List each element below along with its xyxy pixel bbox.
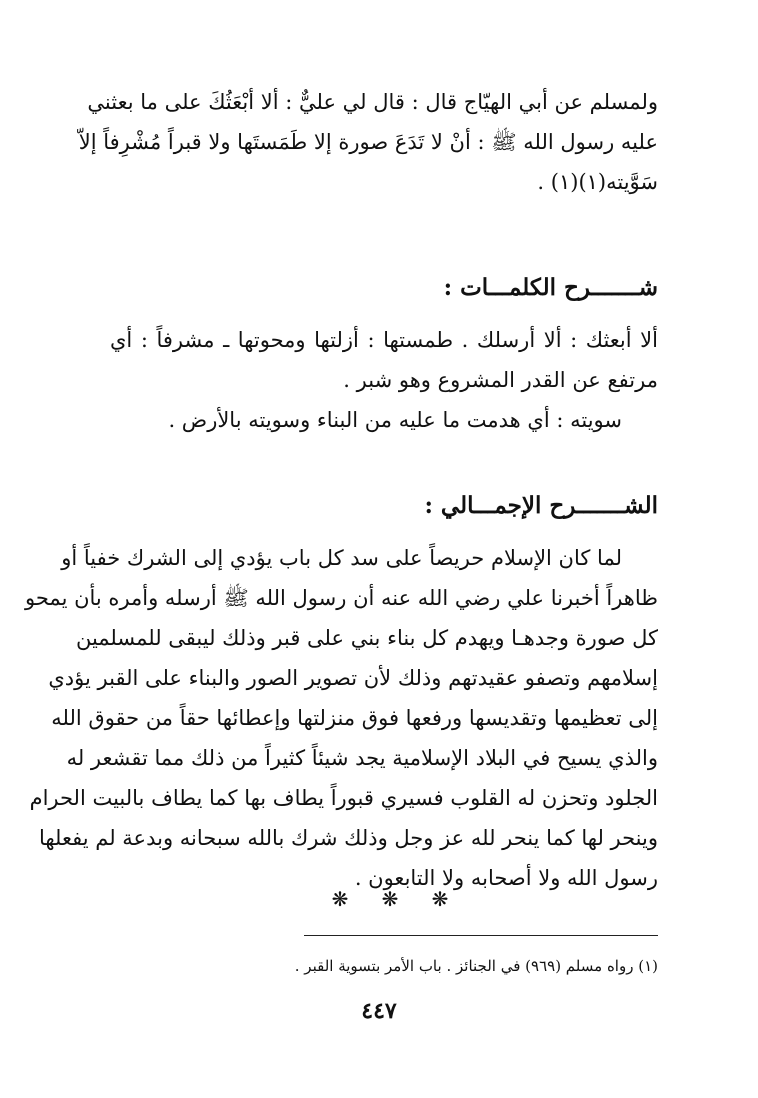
hadith-line-3: سَوَّيته(١)(١) . bbox=[537, 170, 658, 194]
footnote-divider bbox=[304, 935, 658, 936]
words-explanation bbox=[110, 320, 658, 440]
summary-text bbox=[25, 538, 658, 898]
words-line-1: ألا أبعثك : ألا أرسلك . طمستها : أزلتها ومحوتها ـ مشرفاً : أي bbox=[110, 328, 658, 352]
hadith-line-2: عليه رسول الله ﷺ : أنْ لا تَدَعَ صورة إلا طَمَستَها ولا قبراً مُشْرِفاً إلاّ bbox=[78, 130, 658, 154]
separator-star-icon: ❋ bbox=[431, 887, 449, 911]
summary-line-1: لما كان الإسلام حريصاً على سد كل باب يؤدي إلى الشرك خفياً أو bbox=[61, 546, 622, 570]
summary-line-9: رسول الله ولا أصحابه ولا التابعون . bbox=[354, 866, 658, 890]
hadith-text bbox=[78, 82, 658, 202]
words-explanation-heading: شـــــــرح الكلمـــات : bbox=[443, 274, 658, 301]
summary-heading: الشـــــــرح الإجمـــالي : bbox=[424, 492, 658, 519]
section-separator bbox=[330, 884, 450, 914]
summary-line-8: وينحر لها كما ينحر لله عز وجل وذلك شرك بالله سبحانه وبدعة لم يفعلها bbox=[38, 826, 658, 850]
separator-star-icon: ❋ bbox=[331, 887, 349, 911]
summary-line-4: إسلامهم وتصفو عقيدتهم وذلك لأن تصوير الصور والبناء على القبر يؤدي bbox=[48, 666, 658, 690]
summary-line-5: إلى تعظيمها وتقديسها ورفعها فوق منزلتها وإعطائها حقاً من حقوق الله bbox=[51, 706, 658, 730]
hadith-line-1: ولمسلم عن أبي الهيّاج قال : قال لي عليٌّ : ألا أبْعَثُكَ على ما بعثني bbox=[87, 90, 658, 114]
page-number: ٤٤٧ bbox=[361, 998, 397, 1024]
summary-line-7: الجلود وتحزن له القلوب فسيري قبوراً يطاف بها كما يطاف بالبيت الحرام bbox=[29, 786, 658, 810]
separator-star-icon: ❋ bbox=[381, 887, 399, 911]
footnote: (١) رواه مسلم (٩٦٩) في الجنائز . باب الأمر بتسوية القبر . bbox=[294, 957, 658, 975]
summary-line-6: والذي يسيح في البلاد الإسلامية يجد شيئاً كثيراً من ذلك مما تقشعر له bbox=[66, 746, 658, 770]
summary-line-2: ظاهراً أخبرنا علي رضي الله عنه أن رسول الله ﷺ أرسله وأمره بأن يمحو bbox=[25, 586, 658, 610]
words-line-2: مرتفع عن القدر المشروع وهو شبر . bbox=[343, 368, 658, 392]
words-line-3: سويته : أي هدمت ما عليه من البناء وسويته بالأرض . bbox=[168, 408, 622, 432]
summary-line-3: كل صورة وجدهـا ويهدم كل بناء بني على قبر وذلك ليبقى للمسلمين bbox=[75, 626, 658, 650]
